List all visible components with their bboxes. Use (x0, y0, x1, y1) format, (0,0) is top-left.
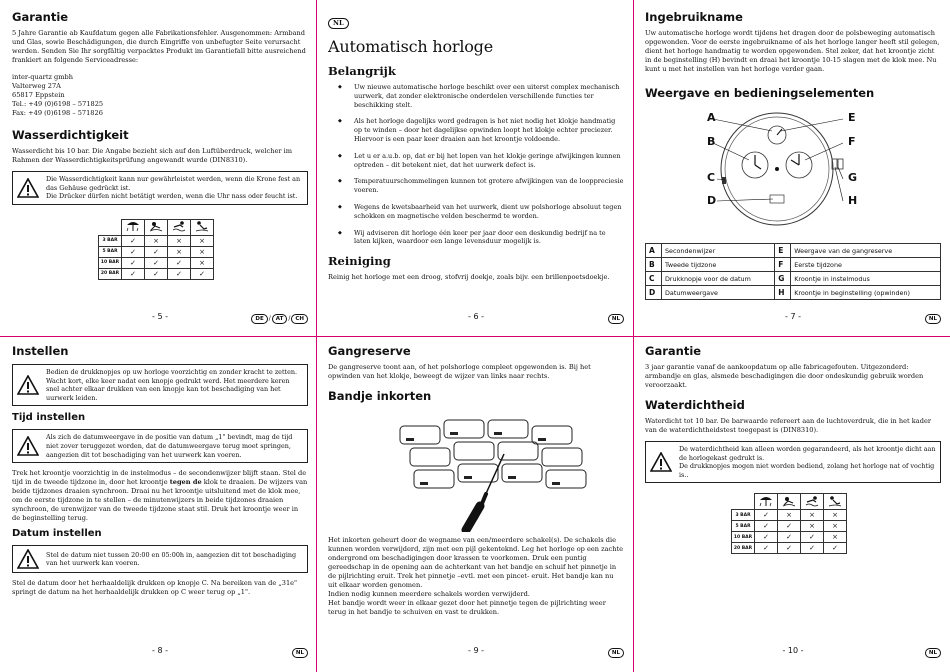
tijd-instellen-text: Trek het kroontje voorzichtig in de instelmodus – de secondenwijzer blijft staan. Stel de tijd in de tweede tijdzone in, door het kroontje tegen de klok te draaien. De wijzers van beide tijdzones draaien synchroon. Draai nu het kroontje uitsluitend met de klok mee, om de eerste tijdzone in te stellen – de minutenwijzers in beide tijdzones draaien synchroon, de urenwijzer van de tweede tijdzone staat stil. Druk het kroontje weer in de beginstelling terug. (12, 469, 308, 523)
swim-icon (801, 494, 824, 510)
warning-text: De drukknopjes mogen niet worden bediend, zolang het horloge nat of vochtig is.. (679, 462, 935, 479)
lang-badge-ch: CH (291, 314, 308, 324)
dive-icon (824, 494, 847, 510)
table-row: B Tweede tijdzone F Eerste tijdzone (646, 258, 941, 272)
list-item: ◆ Temperatuurschommelingen kunnen tot grotere afwijkingen van de looppreciesie voeren. (342, 177, 624, 195)
splash-icon (145, 219, 168, 235)
page-footer (12, 312, 308, 324)
gangreserve-heading: Gangreserve (328, 344, 411, 358)
label-d: D (707, 194, 717, 207)
warning-box (12, 364, 308, 406)
label-c: C (707, 171, 716, 184)
warning-text: Die Drücker dürfen nicht betätigt werden, wenn die Uhr nass oder feucht ist. (46, 192, 298, 201)
lang-badge-nl: NL (925, 648, 941, 658)
page-footer (645, 646, 941, 658)
bandje-text: Het bandje wordt weer in elkaar gezet door het pinnetje tegen de pijlrichting weer terug in het bandje te schuiven en vast te drukken. (328, 599, 606, 616)
waterdichtheid-heading: Waterdichtheid (645, 398, 745, 412)
bandje-inkorten-heading: Bandje inkorten (328, 389, 432, 403)
warning-box (12, 545, 308, 573)
garantie-heading: Garantie (645, 344, 702, 358)
table-row: D Datumweergave H Kroontje in beginstelling (opwinden) (646, 286, 941, 300)
water-resistance-table (98, 219, 214, 280)
warning-box (645, 441, 941, 483)
warning-text: Die Wasserdichtigkeit kann nur gewährleistet werden, wenn die Krone fest an das Gehäuse gedrückt ist. (46, 175, 301, 192)
garantie-text: 3 jaar garantie vanaf de aankoopdatum op alle fabricagefouten. Uitgezonderd: armbandje en glas, alsmede beschadigingen die door ondeskundig gebruik worden veroorzaakt. (645, 363, 924, 389)
waterdichtheid-text: Waterdicht tot 10 bar. De barwaarde refereert aan de luchtoverdruk, die in het kader van de waterdichtheidstest toegepast is (DIN8310). (645, 417, 931, 434)
warning-box (12, 171, 308, 205)
warning-text: De waterdichtheid kan alleen worden gegarandeerd, als het kroontje dicht aan de horlogekast gedrukt is. (679, 445, 936, 462)
bandje-text: Indien nodig kunnen meerdere schakels worden verwijderd. (328, 590, 530, 598)
language-badges: DE / AT / CH (251, 313, 308, 324)
warning-text: Bedien de drukknopjes op uw horloge voorzichtig en zonder kracht te zetten. Wacht kort, elke keer nadat een knopje gedrukt werd. Het meerdere keren snel achter elkaar drukken van een knopje kan tot beschadiging van het uurwerk leiden. (46, 368, 298, 402)
page-number: - 8 - (152, 646, 168, 655)
lang-badge-nl: NL (925, 314, 941, 324)
lang-badge-nl: NL (328, 18, 349, 29)
table-row: 5 BAR ✓ ✓ × × (732, 521, 847, 532)
lang-badge-nl: NL (292, 648, 308, 658)
display-heading: Weergave en bedieningselementen (645, 86, 875, 100)
datum-instellen-heading: Datum instellen (12, 528, 102, 540)
list-item: ◆ Uw nieuwe automatische horloge beschikt over een uiterst complex mechanisch uurwerk, dat zonder elektronische onderdelen verschillende functies ter beschikking stelt. (342, 83, 624, 109)
ingebruikname-heading: Ingebruikname (645, 10, 743, 24)
table-row: 10 BAR ✓ ✓ ✓ × (99, 257, 214, 268)
warning-text: Stel de datum niet tussen 20:00 en 05:00h in, aangezien dit tot beschadiging van het uurwerk kan voeren. (46, 550, 297, 568)
table-row: 20 BAR ✓ ✓ ✓ ✓ (99, 268, 214, 279)
lang-badge-de: DE (251, 314, 267, 324)
list-item: ◆ Let u er a.u.b. op, dat er bij het lopen van het klokje geringe afwijkingen kunnen optreden – dit betekent niet, dat het uurwerk defect is. (342, 152, 624, 170)
wasserdichtigkeit-text: Wasserdicht bis 10 bar. Die Angabe bezieht sich auf den Luftüberdruck, welcher im Rahmen der Wasserdichtigkeitsprüfung angewandt wurde (DIN8310). (12, 147, 292, 164)
lang-badge-at: AT (272, 314, 288, 324)
tijd-instellen-heading: Tijd instellen (12, 412, 86, 424)
address-line: inter-quartz gmbh (12, 73, 73, 81)
page-footer (645, 312, 941, 324)
belangrijk-heading: Belangrijk (328, 64, 396, 78)
table-row: 10 BAR ✓ ✓ ✓ × (732, 532, 847, 543)
swim-icon (168, 219, 191, 235)
garantie-text: 5 Jahre Garantie ab Kaufdatum gegen alle Fabrikationsfehler. Ausgenommen: Armband und Glas, sowie Beschädigungen, die durch Eingriffe von unbefugter Seite verursacht werden. Senden Sie Ihr sorgfältig verpacktes Produkt im Garantiefall bitte ausreichend frankiert an folgende Serviceadresse: (12, 29, 306, 64)
warning-icon (17, 549, 39, 569)
watch-icon (645, 105, 941, 233)
page-number: - 6 - (468, 312, 484, 321)
address-line: Tel.: +49 (0)6198 – 571825 (12, 100, 104, 108)
warning-icon (17, 436, 39, 456)
warning-icon (17, 375, 39, 395)
label-f: F (848, 135, 856, 148)
page-number: - 7 - (785, 312, 801, 321)
page-footer (328, 312, 624, 324)
warning-box (12, 429, 308, 463)
address-line: 65817 Eppstein (12, 91, 65, 99)
ingebruikname-text: Uw automatische horloge wordt tijdens het dragen door de polsbeweging automatisch opgewonden. Voor de eerste ingebruikname of als het horloge langer heeft stil gelegen, dient het horloge handmatig te worden opgewonden. Stel zeker, dat het kroontje zicht in de beginstelling (H) bevindt en draai het kroontje 10-15 slagen met de klok mee. Nu kunt u met het instellen van het horloge verder gaan. (645, 29, 940, 73)
wasserdichtigkeit-heading: Wasserdichtigkeit (12, 128, 129, 142)
label-h: H (848, 194, 858, 207)
watch-diagram (645, 105, 941, 233)
table-row: 3 BAR ✓ × × × (732, 510, 847, 521)
rain-icon (122, 219, 145, 235)
table-row: A Secondenwijzer E Weergave van de gangreserve (646, 244, 941, 258)
splash-icon (778, 494, 801, 510)
list-item: ◆ Wij adviseren dit horloge één keer per jaar door een deskundig bedrijf na te laten kijken, waardoor een lange levensduur mogelijk is. (342, 229, 624, 247)
instellen-heading: Instellen (12, 344, 69, 358)
reiniging-heading: Reiniging (328, 254, 391, 269)
garantie-heading: Garantie (12, 10, 69, 24)
label-e: E (848, 111, 856, 124)
datum-instellen-text: Stel de datum door het herhaaldelijk drukken op knopje C. Na bereiken van de „31e" springt de datum na het herhaaldelijk drukken op C weer terug op „1". (12, 579, 298, 597)
controls-table (645, 243, 941, 300)
lang-badge-nl: NL (608, 648, 624, 658)
fold-line-horizontal (0, 336, 950, 337)
important-list (342, 83, 624, 246)
dive-icon (191, 219, 214, 235)
table-row: 5 BAR ✓ ✓ × × (99, 246, 214, 257)
page-5 (12, 10, 308, 326)
rain-icon (755, 494, 778, 510)
label-a: A (707, 111, 716, 124)
page-number: - 10 - (782, 646, 804, 655)
water-resistance-table (731, 493, 847, 554)
gangreserve-text: De gangreserve toont aan, of het polshorloge compleet opgewonden is. Bij het opwinden van het klokje, beweegt de wijzer van links naar rechts. (328, 363, 591, 380)
warning-text: Als zich de datumweergave in de positie van datum „1" bevindt, mag de tijd niet zover teruggezet worden, dat de datumweergave terug moet springen, aangezien dit tot beschadiging van het uurwerk kan voeren. (46, 433, 293, 459)
list-item: ◆ Wegens de kwetsbaarheid van het uurwerk, dient uw polshorloge absoluut tegen schokken en magnetische velden beschermd te worden. (342, 203, 624, 221)
label-b: B (707, 135, 716, 148)
address-line: Fax: +49 (0)6198 – 571826 (12, 109, 103, 117)
table-row: C Drukknopje voor de datum G Kroontje in instelmodus (646, 272, 941, 286)
warning-icon (650, 452, 672, 472)
watch-band-illustration (328, 410, 624, 532)
label-g: G (848, 171, 858, 184)
page-number: - 5 - (152, 312, 168, 321)
page-6 (328, 10, 624, 326)
table-row: 20 BAR ✓ ✓ ✓ ✓ (732, 543, 847, 554)
bandje-text: Het inkorten geheurt door de wegname van een/meerdere schakel(s). De schakels die kunnen worden verwijderd, zijn met een pijl gekenteknd. Leg het horloge op een zachte ondergrond om beschadigingen door krassen te voorkomen. Druk een puntig gereedschap in de opening aan de achterkant van het bandje en schuif het pinnetje in de pijlrichting eruit. Trek het pinnetje –evtl. met een pincet- eruit. Het bandje kan nu uit elkaar worden genomen. (328, 536, 624, 589)
table-row: 3 BAR ✓ × × × (99, 235, 214, 246)
page-9 (328, 344, 624, 660)
lang-badge-nl: NL (608, 314, 624, 324)
page-title: Automatisch horloge (328, 37, 493, 56)
page-number: - 9 - (468, 646, 484, 655)
address-line: Valterweg 27A (12, 82, 61, 90)
service-address (12, 73, 308, 118)
page-7 (645, 10, 941, 326)
page-10 (645, 344, 941, 660)
page-footer (12, 646, 308, 658)
page-8 (12, 344, 308, 660)
warning-icon (17, 178, 39, 198)
page-footer (328, 646, 624, 658)
reiniging-text: Reinig het horloge met een droog, stofvrij doekje, zoals bijv. een brillenpoetsdoekje. (328, 273, 610, 282)
list-item: ◆ Als het horloge dagelijks word gedragen is het niet nodig het klokje handmatig op te winden – door het dagelijkse opwinden loopt het klokje echter preciezer. Hiervoor is een paar keer draaien aan het kroontje voldoende. (342, 117, 624, 143)
